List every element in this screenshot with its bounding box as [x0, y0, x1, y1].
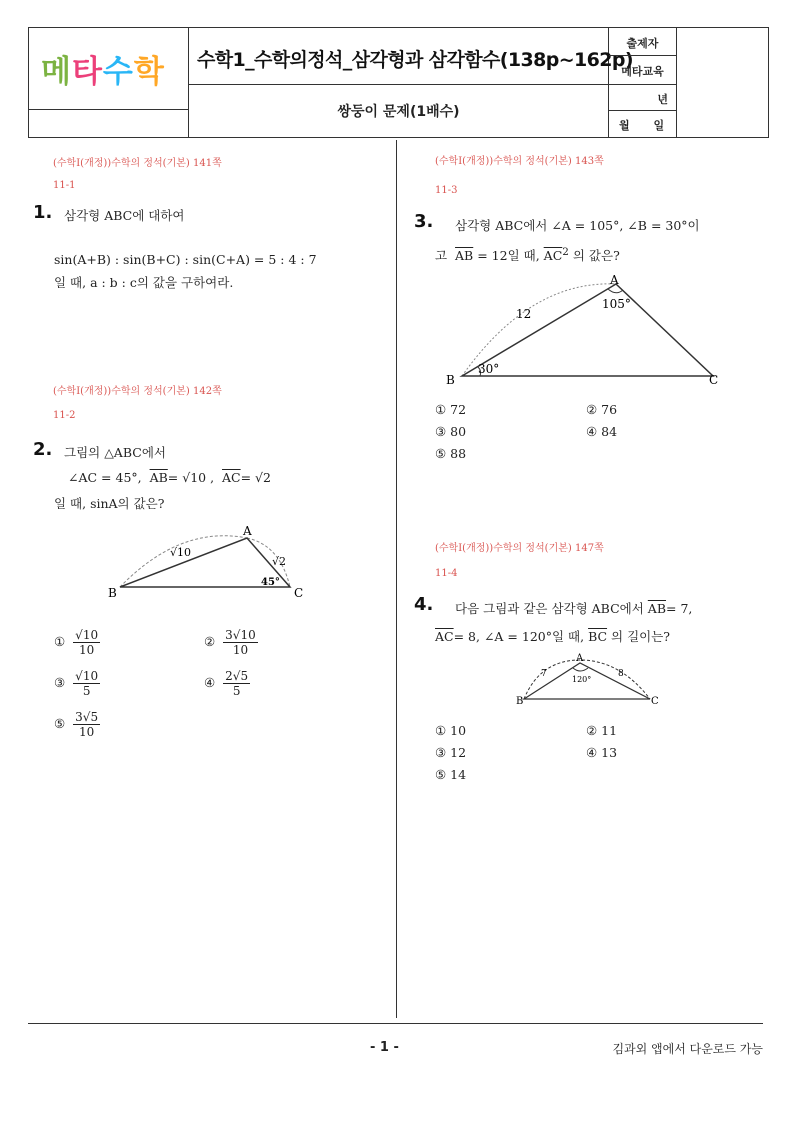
q4-fig-b: B — [516, 696, 524, 707]
option-mark: ④ — [204, 675, 216, 690]
option-mark: ③ — [54, 675, 66, 690]
q4-line1 — [455, 599, 692, 617]
q2-option-1 — [54, 628, 100, 657]
q3-fig-ab: 12 — [516, 307, 532, 321]
q1-number: 1. — [33, 202, 53, 223]
q4-source: (수학I(개정))수학의 정석(기본) 147쪽 — [435, 543, 604, 554]
q2-line1: 그림의 △ABC에서 — [64, 445, 166, 460]
q2-seg-ab: $\overline{AB}$ — [149, 470, 168, 485]
column-divider — [396, 140, 397, 1018]
q4-fig-a: A — [576, 653, 584, 664]
logo — [41, 46, 163, 91]
q1-line2: sin(A+B) : sin(B+C) : sin(C+A) = 5 : 4 : 7 — [54, 252, 317, 267]
q2-seg-ac-val: = √2 — [240, 470, 271, 485]
q3-number: 3. — [414, 211, 434, 232]
q3-fig-c: C — [709, 373, 719, 387]
q2-option-5 — [54, 710, 100, 739]
q2-fig-a: A — [243, 525, 252, 538]
q2-angle: ∠AC = 45°, — [68, 470, 142, 485]
q4-line2-end: 의 길이는? — [611, 629, 671, 644]
q2-figure — [100, 525, 320, 610]
fraction-numerator: 2√5 — [225, 669, 249, 683]
q2-seg-ab-val: = √10 , — [167, 470, 215, 485]
fraction-numerator: √10 — [75, 669, 99, 683]
q4-fig-ab: 7 — [541, 669, 547, 679]
logo-cell — [29, 28, 189, 110]
fraction-denominator: 10 — [232, 643, 249, 657]
q4-option-5: ⑤ 14 — [435, 767, 467, 782]
footer-line — [28, 1023, 763, 1024]
year-cell — [609, 85, 677, 111]
option-mark: ⑤ — [54, 716, 66, 731]
q4-figure — [510, 650, 660, 710]
page-number: - 1 - — [370, 1040, 399, 1055]
q2-fig-b: B — [108, 586, 117, 600]
fraction-numerator: 3√5 — [75, 710, 99, 724]
q4-fig-c: C — [651, 696, 659, 707]
logo-char: 수 — [102, 54, 132, 90]
q3-seg-ab-val: = 12일 때, — [477, 248, 540, 264]
author-value: 메타교육 — [621, 65, 664, 78]
subtitle-cell — [189, 85, 609, 138]
q3-fig-angle-a: 105° — [602, 297, 631, 311]
q2-fig-angle: 45° — [261, 577, 280, 588]
q4-seg-ac: $\overline{AC}$ — [435, 629, 454, 644]
author-label-cell — [609, 28, 677, 56]
q3-line2: 고 $\overline{AB} = 12$일 때, $\overline{AC}^2$ 의 값은? — [435, 246, 620, 264]
q2-line3: 일 때, sinA의 값은? — [54, 496, 165, 511]
q1-code: 11-1 — [53, 180, 76, 191]
q1-line1: 삼각형 ABC에 대하여 — [64, 208, 185, 223]
q4-line2-mid: = 8, ∠A = 120°일 때, — [453, 629, 585, 644]
header-table — [28, 27, 769, 138]
q3-option-2: ② 76 — [586, 402, 618, 417]
q3-figure — [440, 270, 730, 390]
q1-line3: 일 때, a : b : c의 값을 구하여라. — [54, 275, 234, 290]
q4-fig-ac: 8 — [618, 669, 624, 679]
author-label: 출제자 — [626, 37, 659, 50]
q2-fig-ac: √2 — [272, 555, 287, 568]
logo-bottom-cell — [29, 110, 189, 138]
q2-fig-c: C — [294, 586, 304, 600]
q4-option-1: ① 10 — [435, 723, 467, 738]
fraction-numerator: 3√10 — [225, 628, 256, 642]
q3-option-3: ③ 80 — [435, 424, 467, 439]
q4-seg-ab: $\overline{AB}$ — [647, 601, 667, 616]
fraction-denominator: 10 — [78, 643, 95, 657]
q2-source: (수학I(개정))수학의 정석(기본) 142쪽 — [53, 386, 222, 397]
page-title: 수학1_수학의정석_삼각형과 삼각함수(138p~162p) — [197, 49, 633, 71]
option-mark: ② — [204, 634, 216, 649]
q4-code: 11-4 — [435, 568, 458, 579]
q3-line1: 삼각형 ABC에서 ∠A = 105°, ∠B = 30°이 — [455, 218, 700, 233]
option-fraction — [223, 669, 250, 698]
page-subtitle: 쌍둥이 문제(1배수) — [337, 104, 460, 120]
option-fraction — [73, 628, 100, 657]
q3-seg-ac: $\overline{AC}$ — [543, 248, 563, 264]
q3-line2-start: 고 — [435, 248, 448, 264]
fraction-denominator: 10 — [78, 725, 95, 739]
q4-option-4: ④ 13 — [586, 745, 618, 760]
q3-option-5: ⑤ 88 — [435, 446, 467, 461]
logo-char: 메 — [41, 54, 70, 90]
logo-char: 타 — [71, 54, 101, 90]
q2-fig-ab: √10 — [170, 546, 192, 559]
date-cell — [609, 111, 677, 138]
q3-option-4: ④ 84 — [586, 424, 618, 439]
q3-fig-b: B — [446, 373, 455, 387]
q3-option-1: ① 72 — [435, 402, 467, 417]
author-value-cell — [609, 56, 677, 85]
q2-seg-ac: $\overline{AC}$ — [222, 470, 241, 485]
blank-cell — [677, 28, 769, 138]
q3-seg-ab: $\overline{AB}$ — [455, 248, 474, 264]
option-mark: ① — [54, 634, 66, 649]
year-label: 년 — [657, 93, 668, 106]
footer-note: 김과외 앱에서 다운로드 가능 — [612, 1042, 763, 1056]
q4-number: 4. — [414, 594, 434, 615]
q2-code: 11-2 — [53, 410, 76, 421]
q4-option-3: ③ 12 — [435, 745, 467, 760]
q4-option-2: ② 11 — [586, 723, 618, 738]
q2-number: 2. — [33, 439, 53, 460]
q1-source: (수학I(개정))수학의 정석(기본) 141쪽 — [53, 158, 222, 169]
fraction-denominator: 5 — [82, 684, 91, 698]
q4-seg-ab-val: = 7, — [666, 601, 693, 616]
q4-line2 — [435, 627, 670, 645]
q3-source: (수학I(개정))수학의 정석(기본) 143쪽 — [435, 156, 604, 167]
q3-line2-end: 의 값은? — [572, 248, 620, 264]
option-fraction — [73, 669, 100, 698]
q2-option-2 — [204, 628, 258, 657]
q3-fig-a: A — [610, 273, 619, 287]
q4-line1-text: 다음 그림과 같은 삼각형 ABC에서 — [455, 601, 644, 616]
q3-fig-angle-b: 30° — [478, 362, 500, 376]
option-fraction — [73, 710, 100, 739]
q4-seg-bc: $\overline{BC}$ — [588, 629, 608, 644]
fraction-denominator: 5 — [232, 684, 241, 698]
month-day-label: 월 일 — [619, 119, 665, 132]
q2-line2 — [68, 470, 271, 485]
q2-option-3 — [54, 669, 100, 698]
option-fraction — [223, 628, 258, 657]
fraction-numerator: √10 — [75, 628, 99, 642]
title-cell — [189, 28, 633, 85]
q3-code: 11-3 — [435, 185, 458, 196]
q4-fig-angle-a: 120° — [572, 675, 592, 684]
q2-option-4 — [204, 669, 250, 698]
logo-char: 학 — [133, 54, 163, 90]
